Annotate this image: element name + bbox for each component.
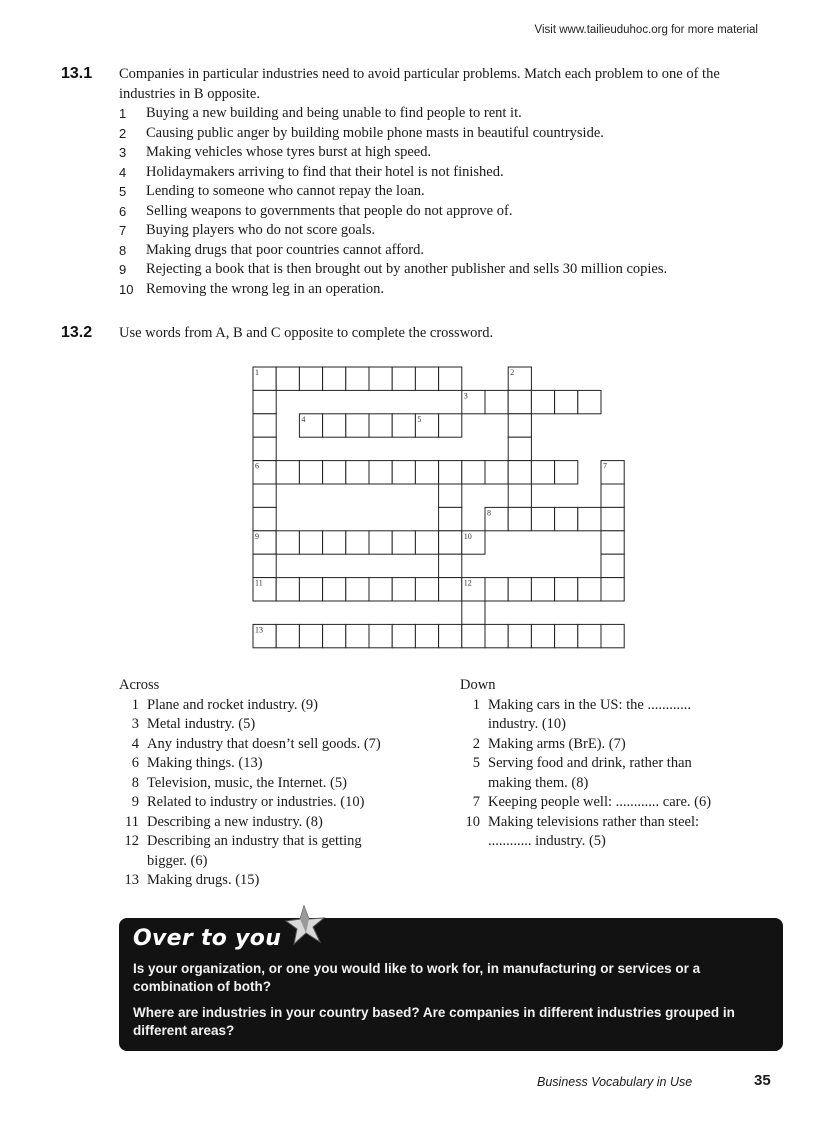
crossword-cell: [346, 414, 369, 437]
crossword-cell: [601, 507, 624, 530]
item-number: 5: [119, 184, 127, 199]
item-number: 1: [119, 106, 127, 121]
crossword-cell: [392, 461, 415, 484]
over-to-you-question-2: Where are industries in your country based? Are companies in different industries grouped in different areas?: [133, 1005, 735, 1038]
crossword-cell: [392, 367, 415, 390]
item-text: Selling weapons to governments that people do not approve of.: [146, 202, 513, 219]
clue-number: 2: [472, 735, 480, 752]
item-text: Rejecting a book that is then brought out by another publisher and sells 30 million copies.: [146, 261, 668, 277]
crossword-cell: [392, 578, 415, 601]
crossword-cell: [415, 367, 438, 390]
crossword-cell: [346, 531, 369, 554]
clue-number: 9: [131, 794, 139, 810]
item-text: Buying players who do not score goals.: [146, 222, 376, 238]
crossword-cell: [439, 461, 462, 484]
crossword-cell: [299, 531, 322, 554]
crossword-cell: [508, 437, 531, 460]
crossword-cell: [392, 624, 415, 647]
exercise-number-13-2: 13.2: [61, 324, 93, 341]
item-text: Causing public anger by building mobile phone masts in beautiful countryside.: [146, 124, 604, 141]
clue-number: 6: [131, 755, 139, 771]
clue-text: Television, music, the Internet. (5): [147, 774, 347, 791]
crossword-cell: [392, 531, 415, 554]
down-clue-1-cont: [460, 715, 760, 735]
crossword-cell: [508, 461, 531, 484]
crossword-cell: [253, 437, 276, 460]
down-clue-5: [460, 754, 760, 774]
across-clue-12-cont: [119, 852, 439, 872]
clue-number: [119, 852, 147, 872]
down-clue-10-cont: [460, 832, 760, 852]
crossword-number: 8: [487, 508, 491, 518]
crossword-cell: [369, 461, 392, 484]
crossword-cell: [369, 624, 392, 647]
crossword-cell: [369, 578, 392, 601]
crossword-cell: [578, 507, 601, 530]
crossword-cell: [531, 390, 554, 413]
down-clue-7: [460, 793, 760, 813]
clue-number: [460, 715, 488, 735]
crossword-cell: [462, 601, 485, 624]
crossword-cell: [323, 624, 346, 647]
clue-text: Making things. (13): [147, 755, 263, 771]
across-clue-12: [119, 832, 439, 852]
crossword-number: 5: [417, 414, 422, 424]
crossword-cell: [323, 578, 346, 601]
across-clue-8: [119, 774, 439, 794]
crossword-cell: [369, 531, 392, 554]
footer-book-title: Business Vocabulary in Use: [537, 1075, 693, 1089]
crossword-cell: [555, 578, 578, 601]
down-clues: [460, 676, 760, 852]
clue-text: Serving food and drink, rather than: [488, 755, 692, 771]
crossword-number: 2: [510, 368, 515, 377]
crossword-number: 7: [603, 461, 607, 471]
crossword-cell: [299, 624, 322, 647]
crossword-cell: [508, 484, 531, 507]
crossword-number: 6: [255, 461, 259, 471]
crossword-cell: [439, 554, 462, 577]
item-number: 6: [119, 203, 127, 219]
crossword-cell: [323, 367, 346, 390]
clue-text: Making televisions rather than steel:: [488, 813, 700, 830]
crossword-number: 13: [255, 625, 263, 635]
down-clue-1: [460, 696, 760, 716]
clue-number: 3: [131, 716, 139, 732]
down-heading: Down: [460, 677, 496, 693]
crossword-cell: [601, 554, 624, 577]
crossword-number: 10: [463, 531, 472, 541]
item-text: Making drugs that poor countries cannot afford.: [146, 241, 424, 258]
crossword-cell: [276, 461, 299, 484]
crossword-cell: [601, 531, 624, 554]
clue-number: 12: [124, 833, 139, 849]
item-number: 10: [119, 281, 134, 297]
across-clue-11: [119, 813, 439, 833]
star-arrow-icon: [284, 904, 330, 948]
crossword-cell: [439, 578, 462, 601]
item-number: 9: [119, 262, 127, 277]
crossword-cell: [346, 624, 369, 647]
crossword-cell: [369, 414, 392, 437]
clue-text: Describing an industry that is getting: [147, 833, 362, 849]
clue-number: [460, 774, 488, 794]
crossword-cell: [276, 531, 299, 554]
clue-text: Related to industry or industries. (10): [147, 794, 365, 810]
clue-text: Making arms (BrE). (7): [488, 735, 626, 752]
crossword-cell: [508, 578, 531, 601]
crossword-number: 1: [255, 368, 259, 377]
crossword-cell: [555, 461, 578, 484]
item-number: 8: [119, 242, 127, 258]
clue-text: Keeping people well: ............ care. (6): [488, 794, 712, 810]
crossword-cell: [415, 624, 438, 647]
clue-text: industry. (10): [488, 716, 566, 732]
clue-number: 13: [124, 872, 139, 888]
crossword-cell: [578, 624, 601, 647]
clue-text: Making cars in the US: the ............: [488, 696, 691, 713]
crossword-cell: [462, 461, 485, 484]
clue-text: making them. (8): [488, 774, 589, 791]
crossword-number: 11: [255, 578, 263, 588]
item-number: 2: [119, 125, 127, 141]
crossword-cell: [531, 624, 554, 647]
down-clue-2: [460, 735, 760, 755]
across-clue-9: [119, 793, 439, 813]
item-text: Removing the wrong leg in an operation.: [146, 280, 384, 297]
crossword-number: 9: [255, 531, 259, 541]
item-text: Buying a new building and being unable to find people to rent it.: [146, 105, 522, 121]
crossword-cell: [346, 367, 369, 390]
crossword-cell: [439, 624, 462, 647]
clue-number: 10: [465, 813, 480, 830]
crossword-cell: [439, 367, 462, 390]
crossword-cell: [346, 578, 369, 601]
across-clue-1: [119, 696, 439, 716]
crossword-cell: [439, 484, 462, 507]
crossword-cell: [276, 624, 299, 647]
clue-text: Making drugs. (15): [147, 872, 260, 888]
over-to-you-box: [119, 918, 783, 1051]
crossword-cell: [323, 531, 346, 554]
crossword-cell: [462, 624, 485, 647]
crossword-cell: [508, 507, 531, 530]
crossword-cell: [531, 461, 554, 484]
exercise-number-13-1: 13.1: [61, 65, 93, 82]
clue-text: Plane and rocket industry. (9): [147, 696, 318, 713]
crossword-cell: [253, 390, 276, 413]
across-clue-3: [119, 715, 439, 735]
clue-number: 1: [472, 696, 480, 713]
crossword-cell: [253, 554, 276, 577]
crossword-cell: [601, 578, 624, 601]
clue-text: bigger. (6): [147, 852, 208, 869]
clue-number: 4: [131, 735, 139, 752]
crossword-cell: [531, 578, 554, 601]
clue-text: Metal industry. (5): [147, 716, 256, 732]
crossword-cell: [276, 367, 299, 390]
clue-number: 5: [472, 755, 480, 771]
crossword-cell: [299, 367, 322, 390]
crossword-cell: [415, 531, 438, 554]
crossword-cell: [508, 390, 531, 413]
crossword-cell: [253, 484, 276, 507]
item-text: Holidaymakers arriving to find that their hotel is not finished.: [146, 163, 504, 180]
down-clue-10: [460, 813, 760, 833]
across-clue-13: [119, 871, 439, 891]
item-number: 7: [119, 223, 127, 238]
crossword-cell: [508, 624, 531, 647]
crossword-cell: [601, 624, 624, 647]
crossword-cell: [555, 390, 578, 413]
over-to-you-title: Over to you: [133, 926, 282, 951]
crossword-cell: [323, 414, 346, 437]
item-text: Lending to someone who cannot repay the loan.: [146, 183, 425, 199]
clue-number: 7: [472, 794, 480, 810]
crossword-cell: [299, 578, 322, 601]
down-clue-5-cont: [460, 774, 760, 794]
page-number: 35: [754, 1072, 771, 1089]
crossword-cell: [439, 531, 462, 554]
clue-number: 11: [125, 813, 139, 830]
crossword-cell: [555, 624, 578, 647]
item-number: 4: [119, 164, 127, 180]
clue-number: [460, 832, 488, 852]
crossword-cell: [439, 507, 462, 530]
across-clue-4: [119, 735, 439, 755]
crossword-cell: [578, 578, 601, 601]
crossword-cell: [485, 624, 508, 647]
crossword-cell: [415, 461, 438, 484]
header-note: Visit www.tailieuduhoc.org for more material: [534, 24, 758, 36]
crossword-cell: [508, 414, 531, 437]
crossword-cell: [578, 390, 601, 413]
crossword-cell: [346, 461, 369, 484]
crossword-cell: [369, 367, 392, 390]
over-to-you-question-1: Is your organization, or one you would like to work for, in manufacturing or services or a combination of both?: [133, 961, 701, 994]
across-heading: Across: [119, 677, 160, 693]
crossword-cell: [485, 578, 508, 601]
crossword-cell: [555, 507, 578, 530]
item-text: Making vehicles whose tyres burst at high speed.: [146, 144, 432, 160]
clue-text: ............ industry. (5): [488, 833, 606, 849]
clue-text: Describing a new industry. (8): [147, 813, 323, 830]
crossword-cell: [253, 414, 276, 437]
clue-number: 8: [131, 774, 139, 791]
item-number: 3: [119, 145, 127, 160]
clue-number: 1: [131, 696, 139, 713]
crossword-cell: [299, 461, 322, 484]
clue-text: Any industry that doesn’t sell goods. (7): [147, 735, 381, 752]
crossword-cell: [485, 461, 508, 484]
crossword-cell: [323, 461, 346, 484]
crossword-cell: [253, 507, 276, 530]
across-clues: [119, 676, 439, 891]
crossword-cell: [439, 414, 462, 437]
exercise-13-1-intro: Companies in particular industries need to avoid particular problems. Match each problem to one of the industries in B opposite.: [119, 66, 720, 102]
across-clue-6: [119, 754, 439, 774]
crossword-number: 3: [463, 391, 468, 401]
crossword-cell: [485, 390, 508, 413]
exercise-13-2-intro: Use words from A, B and C opposite to complete the crossword.: [119, 325, 494, 341]
crossword-number: 12: [463, 578, 472, 588]
crossword-cell: [531, 507, 554, 530]
crossword-cell: [601, 484, 624, 507]
crossword-cell: [415, 578, 438, 601]
crossword-number: 4: [301, 414, 306, 424]
crossword-cell: [392, 414, 415, 437]
crossword-cell: [276, 578, 299, 601]
